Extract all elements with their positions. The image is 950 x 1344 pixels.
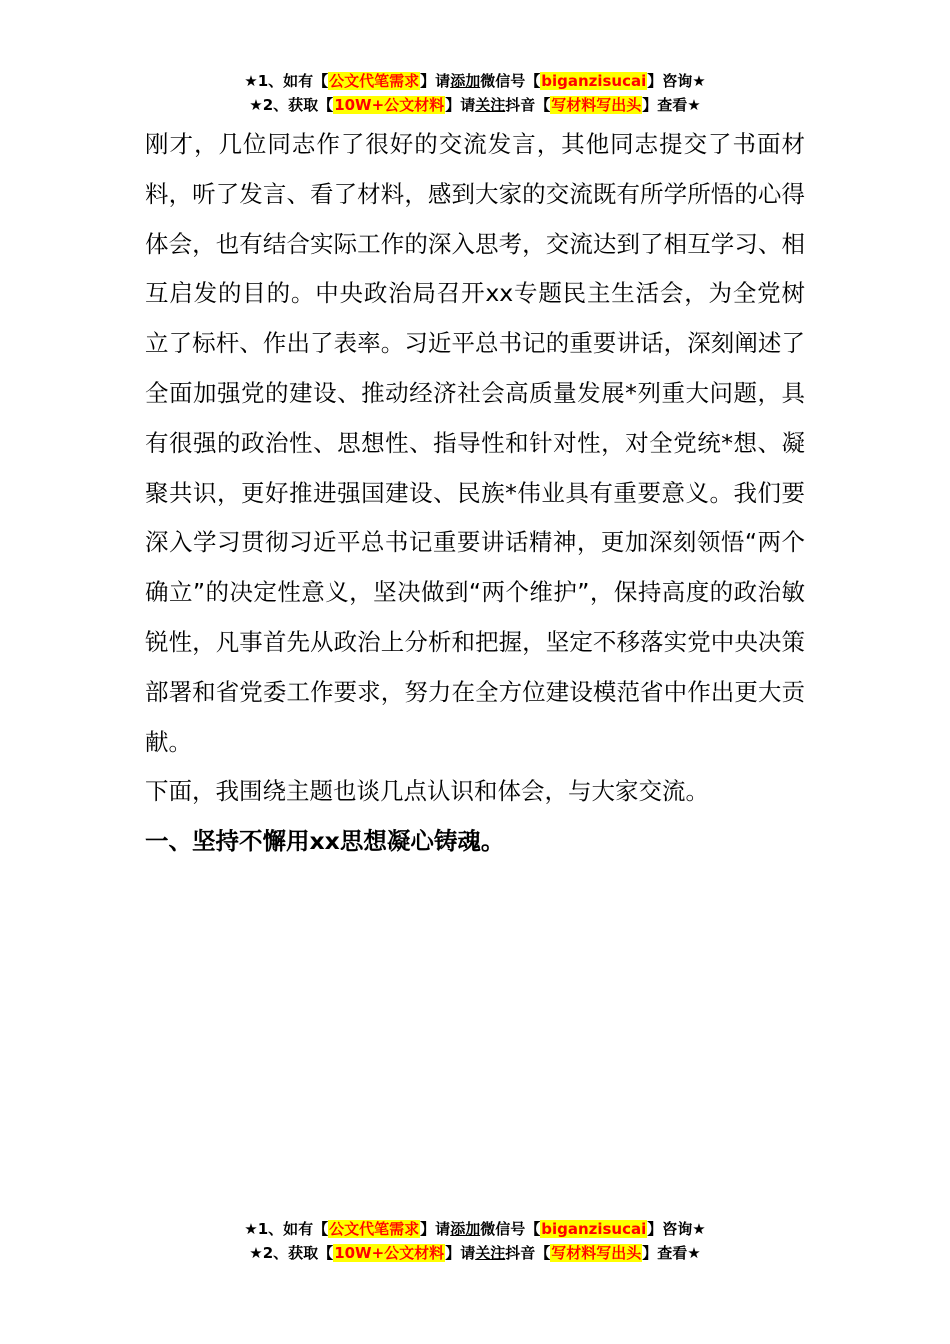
- banner-line-1: [0, 1217, 950, 1241]
- banner-text: 】咨询★: [647, 72, 706, 90]
- highlight-wechat-id: biganzisucai: [541, 72, 647, 90]
- body-paragraph: 下面，我围绕主题也谈几点认识和体会，与大家交流。: [145, 777, 709, 806]
- underlined-text: 添加: [450, 72, 481, 90]
- document-body: [145, 120, 805, 867]
- highlight-materials: 10W+公文材料: [334, 96, 445, 114]
- banner-text: 微信号【: [480, 72, 541, 90]
- underlined-text: 添加: [450, 1220, 481, 1238]
- banner-text: 】查看★: [642, 1244, 701, 1262]
- banner-text: 】请: [445, 1244, 476, 1262]
- underlined-text: 关注: [475, 1244, 506, 1262]
- highlight-service: 公文代笔需求: [329, 1220, 420, 1238]
- underlined-text: 关注: [475, 96, 506, 114]
- highlight-service: 公文代笔需求: [329, 72, 420, 90]
- banner-text: 抖音【: [505, 1244, 551, 1262]
- highlight-douyin-id: 写材料写出头: [551, 1244, 642, 1262]
- banner-text: 】请: [445, 96, 476, 114]
- banner-text: 】请: [420, 72, 451, 90]
- banner-text: 微信号【: [480, 1220, 541, 1238]
- footer-banner: [0, 1217, 950, 1265]
- banner-text: 】咨询★: [647, 1220, 706, 1238]
- banner-text: ★2、获取【: [249, 1244, 334, 1262]
- highlight-materials: 10W+公文材料: [334, 1244, 445, 1262]
- banner-line-2: [0, 93, 950, 117]
- banner-text: 】请: [420, 1220, 451, 1238]
- body-paragraph: 刚才，几位同志作了很好的交流发言，其他同志提交了书面材料，听了发言、看了材料，感到大家的交流既有所学所悟的心得体会，也有结合实际工作的深入思考，交流达到了相互学习、相互启发的目的。中央政治局召开xx专题民主生活会，为全党树立了标杆、作出了表率。习近平总书记的重要讲话，深刻阐述了全面加强党的建设、推动经济社会高质量发展*列重大问题，具有很强的政治性、思想性、指导性和针对性，对全党统*想、凝聚共识，更好推进强国建设、民族*伟业具有重要意义。我们要深入学习贯彻习近平总书记重要讲话精神，更加深刻领悟“两个确立”的决定性意义，坚决做到“两个维护”，保持高度的政治敏锐性，凡事首先从政治上分析和把握，坚定不移落实党中央决策部署和省党委工作要求，努力在全方位建设模范省中作出更大贡献。: [145, 130, 805, 756]
- banner-text: 抖音【: [505, 96, 551, 114]
- banner-text: 】查看★: [642, 96, 701, 114]
- banner-text: ★1、如有【: [244, 1220, 329, 1238]
- banner-line-1: [0, 69, 950, 93]
- highlight-douyin-id: 写材料写出头: [551, 96, 642, 114]
- header-banner: [0, 69, 950, 117]
- banner-line-2: [0, 1241, 950, 1265]
- section-heading: 一、坚持不懈用xx思想凝心铸魂。: [145, 827, 505, 856]
- banner-text: ★1、如有【: [244, 72, 329, 90]
- banner-text: ★2、获取【: [249, 96, 334, 114]
- highlight-wechat-id: biganzisucai: [541, 1220, 647, 1238]
